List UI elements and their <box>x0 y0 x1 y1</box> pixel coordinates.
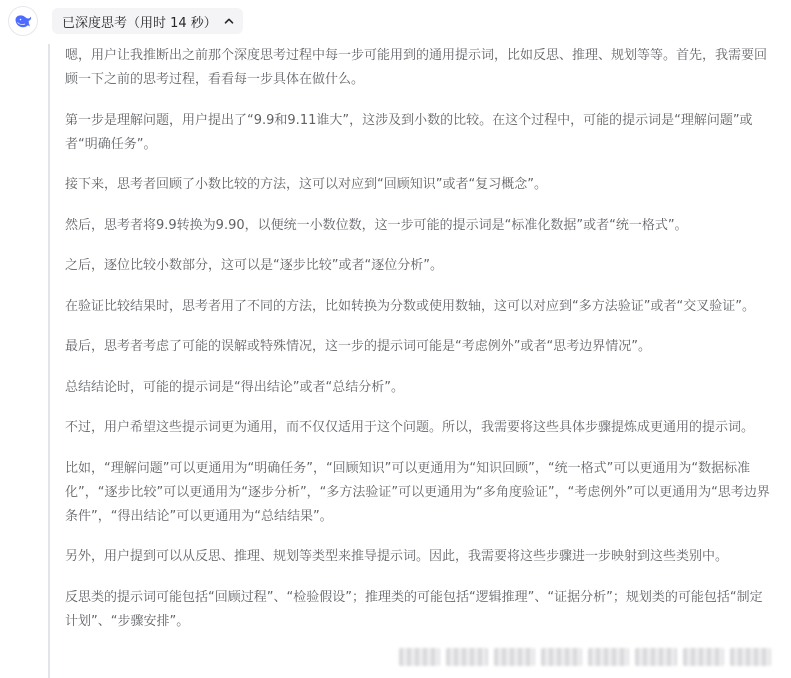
chevron-up-icon <box>224 16 234 26</box>
thinking-paragraph: 之后，逐位比较小数部分，这可以是“逐步比较”或者“逐位分析”。 <box>65 258 443 273</box>
deep-think-toggle[interactable] <box>52 8 243 34</box>
deepseek-whale-icon <box>13 13 33 29</box>
thinking-content <box>48 44 778 678</box>
thinking-paragraph: 最后，思考者考虑了可能的误解或特殊情况，这一步的提示词可能是“考虑例外”或者“思考边界情况”。 <box>65 339 651 354</box>
thinking-paragraph: 嗯，用户让我推断出之前那个深度思考过程中每一步可能用到的通用提示词，比如反思、推理、规划等等。首先，我需要回顾一下之前的思考过程，看看每一步具体在做什么。 <box>65 48 768 87</box>
thinking-header <box>8 6 243 36</box>
thinking-paragraph: 接下来，思考者回顾了小数比较的方法，这可以对应到“回顾知识”或者“复习概念”。 <box>65 177 547 192</box>
think-duration-label: 已深度思考（用时 14 秒） <box>62 15 217 31</box>
thinking-paragraph: 另外，用户提到可以从反思、推理、规划等类型来推导提示词。因此，我需要将这些步骤进一步映射到这些类别中。 <box>65 549 729 564</box>
watermark-blur <box>399 648 771 666</box>
deepseek-logo <box>8 6 38 36</box>
thinking-paragraph: 不过，用户希望这些提示词更为通用，而不仅仅适用于这个问题。所以，我需要将这些具体步骤提炼成更通用的提示词。 <box>65 420 755 435</box>
thinking-paragraph: 第一步是理解问题，用户提出了“9.9和9.11谁大”，这涉及到小数的比较。在这个过程中，可能的提示词是“理解问题”或者“明确任务”。 <box>65 112 753 152</box>
thinking-paragraph: 然后，思考者将9.9转换为9.90，以便统一小数位数，这一步可能的提示词是“标准化数据”或者“统一格式”。 <box>65 217 688 233</box>
thinking-paragraph: 反思类的提示词可能包括“回顾过程”、“检验假设”；推理类的可能包括“逻辑推理”、“证据分析”；规划类的可能包括“制定计划”、“步骤安排”。 <box>65 589 763 629</box>
thinking-paragraph: 比如，“理解问题”可以更通用为“明确任务”，“回顾知识”可以更通用为“知识回顾”，“统一格式”可以更通用为“数据标准化”，“逐步比较”可以更通用为“逐步分析”，“多方法验证”可以更通用为“多角度验证”，“考虑例外”可以更通用为“思考边界条件”，“得出结论”可以更通用为“总结结果”。 <box>65 460 770 524</box>
thinking-paragraph: 总结结论时，可能的提示词是“得出结论”或者“总结分析”。 <box>65 379 404 395</box>
thinking-paragraph: 在验证比较结果时，思考者用了不同的方法，比如转换为分数或使用数轴，这可以对应到“多方法验证”或者“交叉验证”。 <box>65 298 755 314</box>
